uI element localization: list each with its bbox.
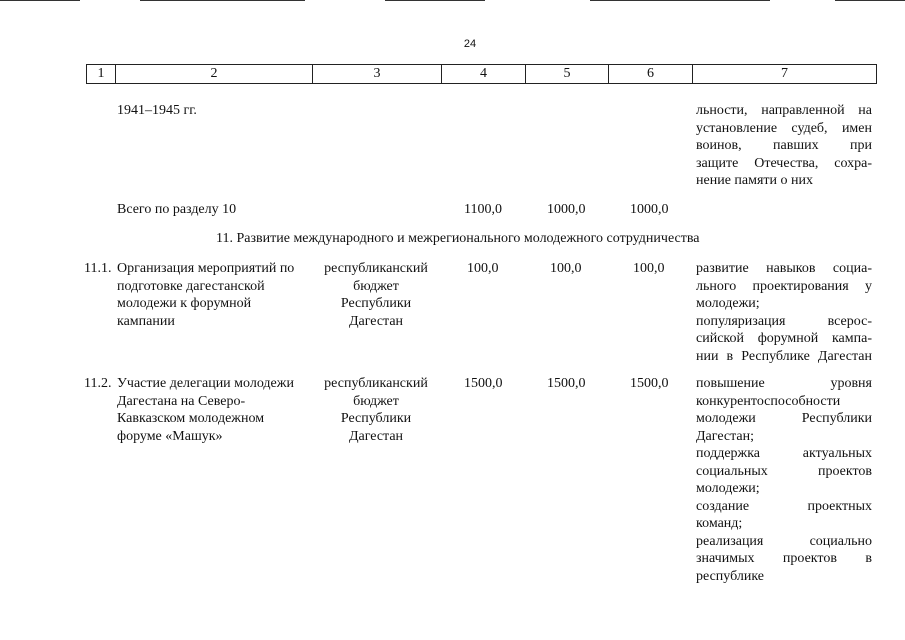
row-v4: 100,0	[467, 261, 499, 276]
text-line: Дагестана на Северо-	[117, 393, 246, 409]
text-line: значимых проектов в	[696, 551, 872, 566]
text-line: воинов, павших при	[696, 138, 872, 153]
total-v6: 1000,0	[630, 202, 669, 217]
text-line: команд;	[696, 516, 743, 531]
header-cell: 6	[609, 65, 693, 84]
text-line: Дагестан;	[696, 428, 754, 444]
total-v4: 1100,0	[464, 202, 502, 217]
header-cell: 3	[313, 65, 442, 84]
text-line: нение памяти о них	[696, 173, 814, 188]
text-line: повышение уровня	[696, 376, 872, 391]
text-line: популяризация всерос-	[696, 313, 872, 329]
header-cell: 4	[442, 65, 526, 84]
row-col7	[696, 260, 872, 365]
text-line: Кавказском молодежном	[117, 411, 265, 426]
row-col7	[696, 375, 872, 585]
header-cell: 7	[693, 65, 877, 84]
cont-col7	[696, 102, 872, 190]
column-number-header	[86, 64, 877, 84]
text-line: Участие делегации молодежи	[117, 376, 294, 391]
row-v5: 1500,0	[547, 376, 586, 391]
text-line: установление судеб, имен	[696, 120, 872, 136]
text-line: социальных проектов	[696, 463, 872, 479]
text-line: молодежи;	[696, 296, 760, 311]
text-line: льного проектирования у	[696, 278, 872, 294]
text-line: республиканский	[324, 376, 428, 391]
text-line: льности, направленной на	[696, 103, 872, 118]
text-line: республике	[696, 568, 765, 584]
text-line: кампании	[117, 313, 175, 329]
text-line: Организация мероприятий по	[117, 261, 295, 276]
page-number: 24	[463, 38, 477, 50]
text-line: сийской форумной кампа-	[696, 331, 872, 346]
row-col3	[316, 375, 436, 445]
row-number: 11.2.	[84, 376, 112, 391]
header-cell: 5	[526, 65, 609, 84]
text-line: Дагестан	[348, 428, 404, 444]
text-line: форуме «Машук»	[117, 428, 223, 444]
scan-edge-line	[140, 0, 305, 1]
cont-col2: 1941–1945 гг.	[117, 103, 197, 118]
total-label: Всего по разделу 10	[117, 202, 237, 217]
text-line: конкурентоспособности	[696, 393, 841, 409]
text-line: Республики	[340, 411, 412, 426]
text-line: развитие навыков социа-	[696, 261, 872, 276]
header-cell: 2	[116, 65, 313, 84]
row-v4: 1500,0	[464, 376, 503, 391]
text-line: подготовке дагестанской	[117, 278, 265, 294]
text-line: молодежи;	[696, 481, 760, 496]
text-line: республиканский	[324, 261, 428, 276]
scan-edge-line	[0, 0, 80, 1]
text-line: молодежи Республики	[696, 411, 872, 426]
section-title: 11. Развитие международного и межрегионального молодежного сотрудничества	[216, 231, 700, 246]
text-line: Дагестан	[348, 313, 404, 329]
row-number: 11.1.	[84, 261, 112, 276]
row-v6: 100,0	[633, 261, 665, 276]
text-line: бюджет	[353, 278, 399, 294]
row-v6: 1500,0	[630, 376, 669, 391]
text-line: Республики	[340, 296, 412, 311]
header-cell: 1	[87, 65, 116, 84]
text-line: реализация социально	[696, 533, 872, 549]
row-col2	[117, 260, 294, 330]
total-v5: 1000,0	[547, 202, 586, 217]
scan-edge-line	[590, 0, 770, 1]
text-line: бюджет	[353, 393, 399, 409]
row-col3	[316, 260, 436, 330]
scan-edge-line	[835, 0, 905, 1]
text-line: нии в Республике Дагестан	[696, 348, 872, 364]
row-v5: 100,0	[550, 261, 582, 276]
text-line: молодежи к форумной	[117, 296, 252, 311]
text-line: поддержка актуальных	[696, 446, 872, 461]
row-col2	[117, 375, 294, 445]
text-line: защите Отечества, сохра-	[696, 155, 872, 171]
text-line: создание проектных	[696, 498, 872, 514]
scan-edge-line	[385, 0, 485, 1]
